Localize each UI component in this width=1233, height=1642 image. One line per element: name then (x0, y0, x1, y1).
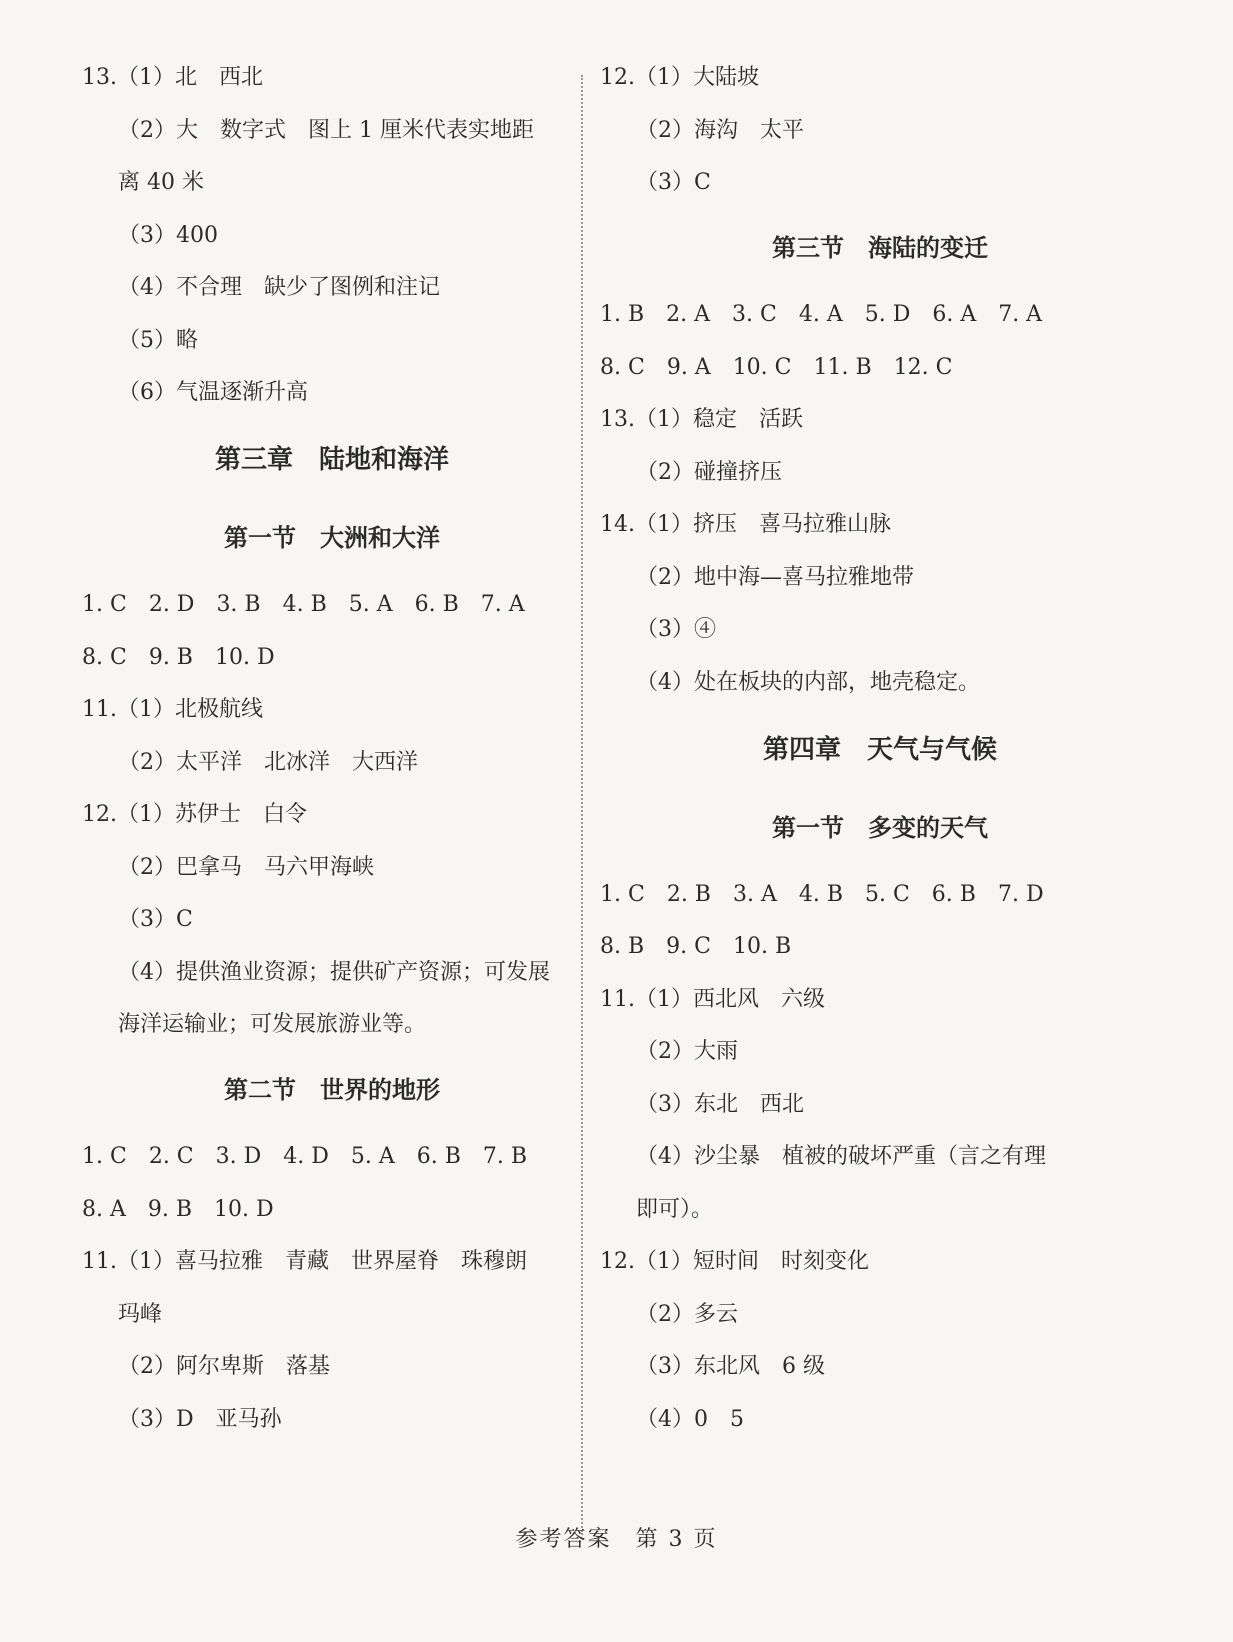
answer-line: 12.（1）苏伊士 白令 (82, 802, 307, 827)
answer-line: （2）大 数字式 图上 1 厘米代表实地距 (118, 117, 534, 143)
answer-line: （5）略 (118, 327, 198, 353)
chapter-heading: 第三章 陆地和海洋 (214, 445, 449, 475)
answer-line: 玛峰 (118, 1301, 163, 1327)
answer-line: （4）处在板块的内部，地壳稳定。 (636, 669, 980, 695)
answer-line: （3）C (636, 170, 711, 195)
answer-line: （2）海沟 太平 (636, 117, 804, 143)
answer-line: （4）沙尘暴 植被的破坏严重（言之有理 (636, 1144, 1046, 1169)
answer-line: （2）多云 (636, 1301, 738, 1327)
answer-line: （4）不合理 缺少了图例和注记 (118, 275, 440, 300)
answer-line: 12.（1）短时间 时刻变化 (600, 1249, 869, 1274)
answer-line: 14.（1）挤压 喜马拉雅山脉 (600, 512, 891, 537)
section-heading: 第三节 海陆的变迁 (772, 234, 988, 262)
answer-line: 8. A 9. B 10. D (82, 1196, 274, 1222)
answer-line: （4）提供渔业资源；提供矿产资源；可发展 (118, 959, 550, 985)
answer-line: 11.（1）喜马拉雅 青藏 世界屋脊 珠穆朗 (82, 1249, 527, 1274)
answer-line: 1. C 2. C 3. D 4. D 5. A 6. B 7. B (82, 1144, 528, 1169)
answer-line: （2）地中海—喜马拉雅地带 (636, 564, 914, 590)
answer-line: （2）大雨 (636, 1039, 738, 1064)
answer-line: 8. B 9. C 10. B (600, 934, 792, 959)
answer-line: 13.（1）稳定 活跃 (600, 407, 803, 432)
section-heading: 第一节 大洲和大洋 (224, 524, 440, 552)
answer-line: 12.（1）大陆坡 (600, 65, 759, 90)
answer-line: 即可）。 (636, 1196, 714, 1222)
answer-line: 离 40 米 (118, 170, 204, 195)
answer-line: （2）碰撞挤压 (636, 459, 782, 485)
left-column (82, 62, 582, 1456)
section-heading: 第一节 多变的天气 (772, 813, 988, 842)
answer-line: （6）气温逐渐升高 (118, 380, 308, 405)
answer-line: 8. C 9. A 10. C 11. B 12. C (600, 354, 953, 380)
answer-line: 1. C 2. B 3. A 4. B 5. C 6. B 7. D (600, 881, 1044, 907)
answer-line: （2）巴拿马 马六甲海峡 (118, 854, 374, 880)
answer-line: （3）④ (636, 617, 716, 642)
answer-line: （2）太平洋 北冰洋 大西洋 (118, 749, 418, 775)
answer-line: （3）D 亚马孙 (118, 1406, 282, 1432)
page-footer: 参考答案 第 3 页 (515, 1527, 718, 1552)
answer-line: （2）阿尔卑斯 落基 (118, 1354, 330, 1379)
answer-line: 海洋运输业；可发展旅游业等。 (118, 1012, 427, 1037)
answer-line: 1. B 2. A 3. C 4. A 5. D 6. A 7. A (600, 302, 1043, 327)
section-heading: 第二节 世界的地形 (224, 1076, 440, 1104)
answer-line: 13.（1）北 西北 (82, 65, 263, 90)
answer-line: 11.（1）北极航线 (82, 697, 263, 722)
answer-line: （3）400 (118, 222, 218, 248)
answer-line: 1. C 2. D 3. B 4. B 5. A 6. B 7. A (82, 592, 525, 617)
answer-line: 8. C 9. B 10. D (82, 644, 275, 670)
answer-line: （3）东北 西北 (636, 1091, 804, 1117)
chapter-heading: 第四章 天气与气候 (762, 734, 997, 765)
column-divider (581, 75, 583, 1535)
answer-line: （3）C (118, 907, 193, 932)
right-column (600, 62, 1160, 1456)
answer-line: 11.（1）西北风 六级 (600, 986, 825, 1012)
answer-line: （3）东北风 6 级 (636, 1354, 825, 1379)
answer-line: （4）0 5 (636, 1406, 744, 1432)
